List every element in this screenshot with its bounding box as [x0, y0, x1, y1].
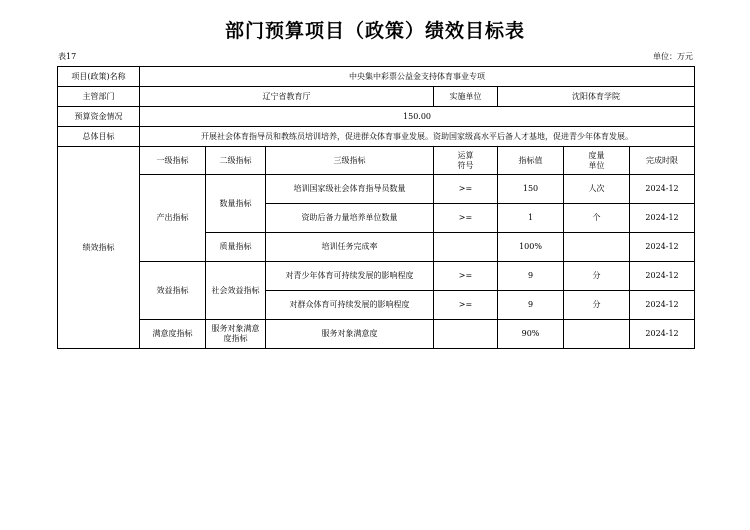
indicator-value: 1 — [498, 204, 564, 233]
indicator-name: 培训国家级社会体育指导员数量 — [266, 175, 434, 204]
indicator-operator: >= — [434, 204, 498, 233]
table-row — [58, 320, 695, 349]
group-quality: 质量指标 — [206, 233, 266, 262]
indicator-name: 服务对象满意度 — [266, 320, 434, 349]
page-title: 部门预算项目（政策）绩效目标表 — [224, 20, 525, 42]
col-operator: 运算 符号 — [434, 147, 498, 175]
goal-label: 总体目标 — [58, 127, 140, 147]
indicator-unit: 个 — [564, 204, 630, 233]
indicator-unit — [564, 233, 630, 262]
indicator-operator: >= — [434, 291, 498, 320]
col-level1: 一级指标 — [140, 147, 206, 175]
perf-label: 绩效指标 — [58, 147, 140, 349]
indicator-deadline: 2024-12 — [630, 204, 695, 233]
group-benefit: 效益指标 — [140, 262, 206, 320]
indicator-deadline: 2024-12 — [630, 291, 695, 320]
indicator-operator — [434, 320, 498, 349]
implementer-label: 实施单位 — [434, 87, 498, 107]
indicator-unit: 分 — [564, 262, 630, 291]
indicator-value: 150 — [498, 175, 564, 204]
department-label: 主管部门 — [58, 87, 140, 107]
group-quantity: 数量指标 — [206, 175, 266, 233]
indicator-name: 对青少年体育可持续发展的影响程度 — [266, 262, 434, 291]
indicator-unit — [564, 320, 630, 349]
indicator-deadline: 2024-12 — [630, 233, 695, 262]
budget-value: 150.00 — [140, 107, 695, 127]
group-output: 产出指标 — [140, 175, 206, 262]
indicator-unit: 分 — [564, 291, 630, 320]
indicator-value: 100% — [498, 233, 564, 262]
indicator-deadline: 2024-12 — [630, 175, 695, 204]
indicator-operator — [434, 233, 498, 262]
unit-label: 单位：万元 — [653, 52, 693, 61]
col-unit: 度量 单位 — [564, 147, 630, 175]
indicator-value: 90% — [498, 320, 564, 349]
table-row — [58, 175, 695, 204]
goal-value: 开展社会体育指导员和教练员培训培养，促进群众体育事业发展。资助国家级高水平后备人才基地，促进青少年体育发展。 — [140, 127, 695, 147]
budget-row — [58, 107, 695, 127]
budget-label: 预算资金情况 — [58, 107, 140, 127]
group-satisfaction: 满意度指标 — [140, 320, 206, 349]
indicator-deadline: 2024-12 — [630, 320, 695, 349]
project-name-value: 中央集中彩票公益金支持体育事业专项 — [140, 67, 695, 87]
col-level3: 三级指标 — [266, 147, 434, 175]
perf-header-row — [58, 147, 695, 175]
indicator-name: 资助后备力量培养单位数量 — [266, 204, 434, 233]
implementer-value: 沈阳体育学院 — [498, 87, 695, 107]
goal-row — [58, 127, 695, 147]
indicator-deadline: 2024-12 — [630, 262, 695, 291]
department-row — [58, 87, 695, 107]
table-row — [58, 262, 695, 291]
performance-table — [57, 66, 695, 349]
col-level2: 二级指标 — [206, 147, 266, 175]
department-value: 辽宁省教育厅 — [140, 87, 434, 107]
indicator-unit: 人次 — [564, 175, 630, 204]
indicator-name: 培训任务完成率 — [266, 233, 434, 262]
col-deadline: 完成时限 — [630, 147, 695, 175]
indicator-value: 9 — [498, 291, 564, 320]
table-number: 表17 — [58, 52, 77, 61]
indicator-name: 对群众体育可持续发展的影响程度 — [266, 291, 434, 320]
indicator-operator: >= — [434, 262, 498, 291]
project-name-label: 项目(政策)名称 — [58, 67, 140, 87]
col-value: 指标值 — [498, 147, 564, 175]
indicator-value: 9 — [498, 262, 564, 291]
indicator-operator: >= — [434, 175, 498, 204]
project-name-row — [58, 67, 695, 87]
group-social: 社会效益指标 — [206, 262, 266, 320]
group-service: 服务对象满意度指标 — [206, 320, 266, 349]
